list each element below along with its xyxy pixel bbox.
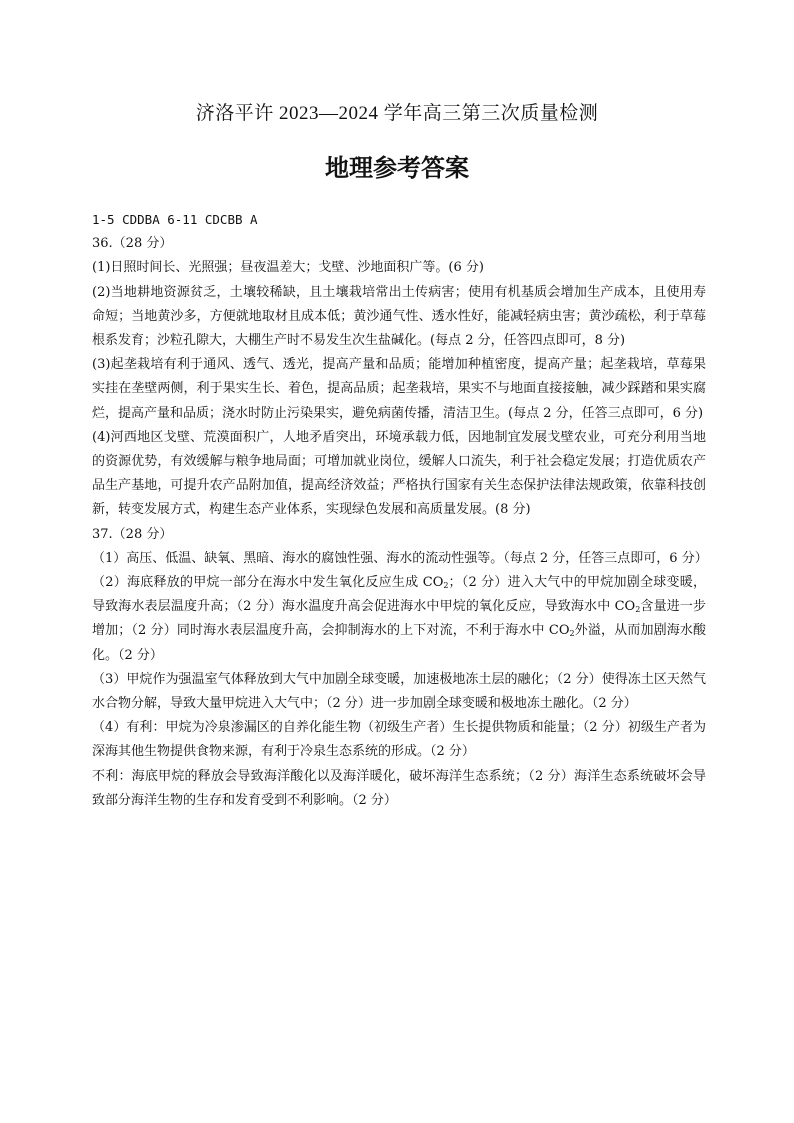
q36-heading: 36.（28 分） (92, 236, 173, 252)
q37-part-3: （3）甲烷作为强温室气体释放到大气中加剧全球变暖，加速极地冻土层的融化；（2 分）使得冻土区天然气水合物分解，导致大量甲烷进入大气中；（2 分）进一步加剧全球变暖和极地冻土融化。（2 分） (92, 671, 706, 712)
co2-subscript: 2 (635, 605, 641, 615)
q37-heading: 37.（28 分） (92, 526, 173, 542)
answer-key-heading: 地理参考答案 (325, 154, 469, 182)
q37-part-2-text-b: ；（2 分）进入大气中的甲烷加剧全球变暖，导致海水表层温度升高；（2 分）海水温度升高会促进海水中甲烷的氧化反应，导致海水中 CO (92, 575, 706, 615)
q36-part-1: (1)日照时间长、光照强；昼夜温差大；戈壁、沙地面积广等。(6 分) (92, 260, 484, 276)
q36-part-2: (2)当地耕地资源贫乏，土壤较稀缺，且土壤栽培常出土传病害；使用有机基质会增加生产成本，且使用寿命短；当地黄沙多，方便就地取材且成本低；黄沙通气性、透水性好，能减轻病虫害；黄沙疏松，利于草莓根系发育；沙粒孔隙大，大棚生产时不易发生次生盐碱化。(每点 2 分，任答四点即可，8 分) (92, 284, 706, 349)
q37-part-2-text-a: （2）海底释放的甲烷一部分在海水中发生氧化反应生成 CO (92, 575, 444, 591)
q37-part-4-harm: 不利：海底甲烷的释放会导致海洋酸化以及海洋暖化，破坏海洋生态系统；（2 分）海洋生态系统破坏会导致部分海洋生物的生存和发育受到不利影响。（2 分） (92, 768, 706, 808)
choice-answers: 1-5 CDDBA 6-11 CDCBB A (92, 212, 258, 227)
q37-part-2 (92, 571, 706, 668)
exam-title: 济洛平许 2023—2024 学年高三第三次质量检测 (195, 103, 599, 124)
q36-part-3: (3)起垄栽培有利于通风、透气、透光，提高产量和品质；能增加种植密度，提高产量；起垄栽培，草莓果实挂在垄壁两侧，利于果实生长、着色，提高品质；起垄栽培，果实不与地面直接接触，减少踩踏和果实腐烂，提高产量和品质；浇水时防止污染果实，避免病菌传播，清洁卫生。(每点 2 分，任答三点即可，6 分) (92, 357, 706, 421)
co2-subscript: 2 (443, 581, 449, 591)
q37-part-4-benefit: （4）有利：甲烷为冷泉渗漏区的自养化能生物（初级生产者）生长提供物质和能量；（2 分）初级生产者为深海其他生物提供食物来源，有利于冷泉生态系统的形成。（2 分） (92, 720, 706, 760)
q37-part-2-text-d: 外溢，从而加剧海水酸化。（2 分） (92, 623, 706, 663)
co2-subscript: 2 (569, 629, 575, 639)
q36-part-4: (4)河西地区戈壁、荒漠面积广，人地矛盾突出，环境承载力低，因地制宜发展戈壁农业，可充分利用当地的资源优势，有效缓解与粮争地局面；可增加就业岗位，缓解人口流失，利于社会稳定发展；打造优质农产品生产基地，可提升农产品附加值，提高经济效益；严格执行国家有关生态保护法律法规政策，依靠科技创新，转变发展方式，构建生态产业体系，实现绿色发展和高质量发展。(8 分) (92, 429, 706, 518)
q37-part-2-text-c: 含量进一步增加；（2 分）同时海水表层温度升高，会抑制海水的上下对流，不利于海水中 CO (92, 599, 706, 639)
answer-body (92, 208, 706, 813)
q37-part-1: （1）高压、低温、缺氧、黑暗、海水的腐蚀性强、海水的流动性强等。（每点 2 分，任答三点即可，6 分） (92, 550, 708, 566)
